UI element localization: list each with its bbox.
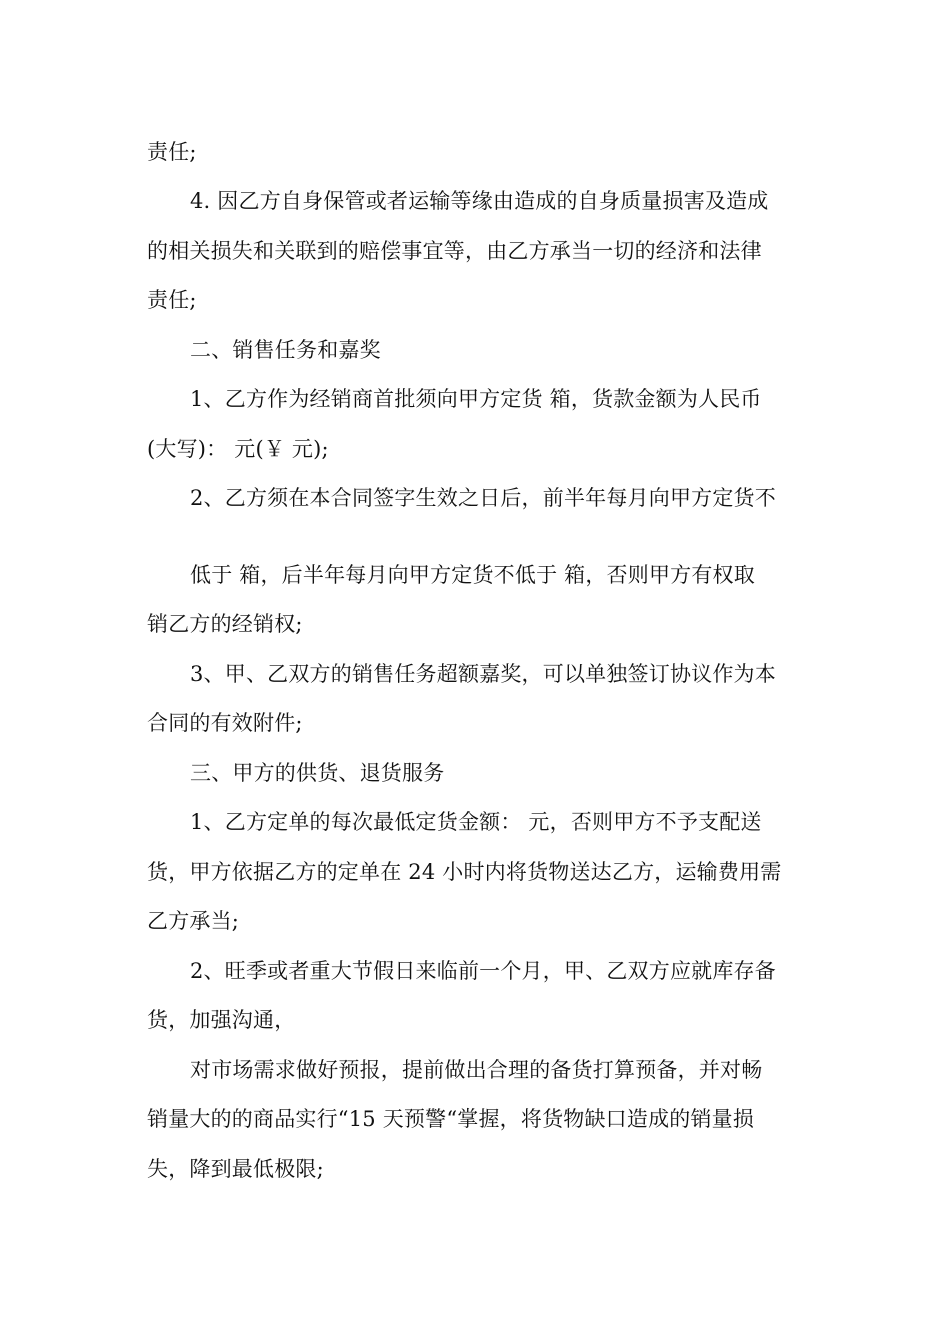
text-line: (大写)： 元(￥ 元); bbox=[147, 437, 329, 461]
section-heading: 三、甲方的供货、退货服务 bbox=[190, 761, 445, 785]
text-line: 合同的有效附件; bbox=[147, 711, 303, 735]
text-line: 货，加强沟通， bbox=[147, 1008, 296, 1032]
text-line: 失，降到最低极限; bbox=[147, 1157, 324, 1181]
text-line: 3、甲、乙双方的销售任务超额嘉奖，可以单独签订协议作为本 bbox=[190, 662, 776, 686]
text-line: 乙方承当; bbox=[147, 909, 240, 933]
text-line: 1、乙方定单的每次最低定货金额： 元，否则甲方不予支配送 bbox=[190, 810, 762, 834]
text-line: 4. 因乙方自身保管或者运输等缘由造成的自身质量损害及造成 bbox=[190, 189, 769, 213]
text-line: 对市场需求做好预报，提前做出合理的备货打算预备，并对畅 bbox=[190, 1058, 763, 1082]
text-line: 销乙方的经销权; bbox=[147, 612, 303, 636]
text-line: 的相关损失和关联到的赔偿事宜等，由乙方承当一切的经济和法律 bbox=[147, 239, 762, 263]
text-line: 货，甲方依据乙方的定单在 24 小时内将货物送达乙方，运输费用需 bbox=[147, 860, 782, 884]
text-line: 2、乙方须在本合同签字生效之日后，前半年每月向甲方定货不 bbox=[190, 486, 776, 510]
text-line: 低于 箱，后半年每月向甲方定货不低于 箱，否则甲方有权取 bbox=[190, 563, 755, 587]
text-line: 销量大的的商品实行“15 天预警“掌握，将货物缺口造成的销量损 bbox=[147, 1107, 755, 1131]
text-line: 责任; bbox=[147, 288, 197, 312]
text-line: 责任; bbox=[147, 140, 197, 164]
section-heading: 二、销售任务和嘉奖 bbox=[190, 338, 381, 362]
text-line: 1、乙方作为经销商首批须向甲方定货 箱，货款金额为人民币 bbox=[190, 387, 762, 411]
text-line: 2、旺季或者重大节假日来临前一个月，甲、乙双方应就库存备 bbox=[190, 959, 776, 983]
